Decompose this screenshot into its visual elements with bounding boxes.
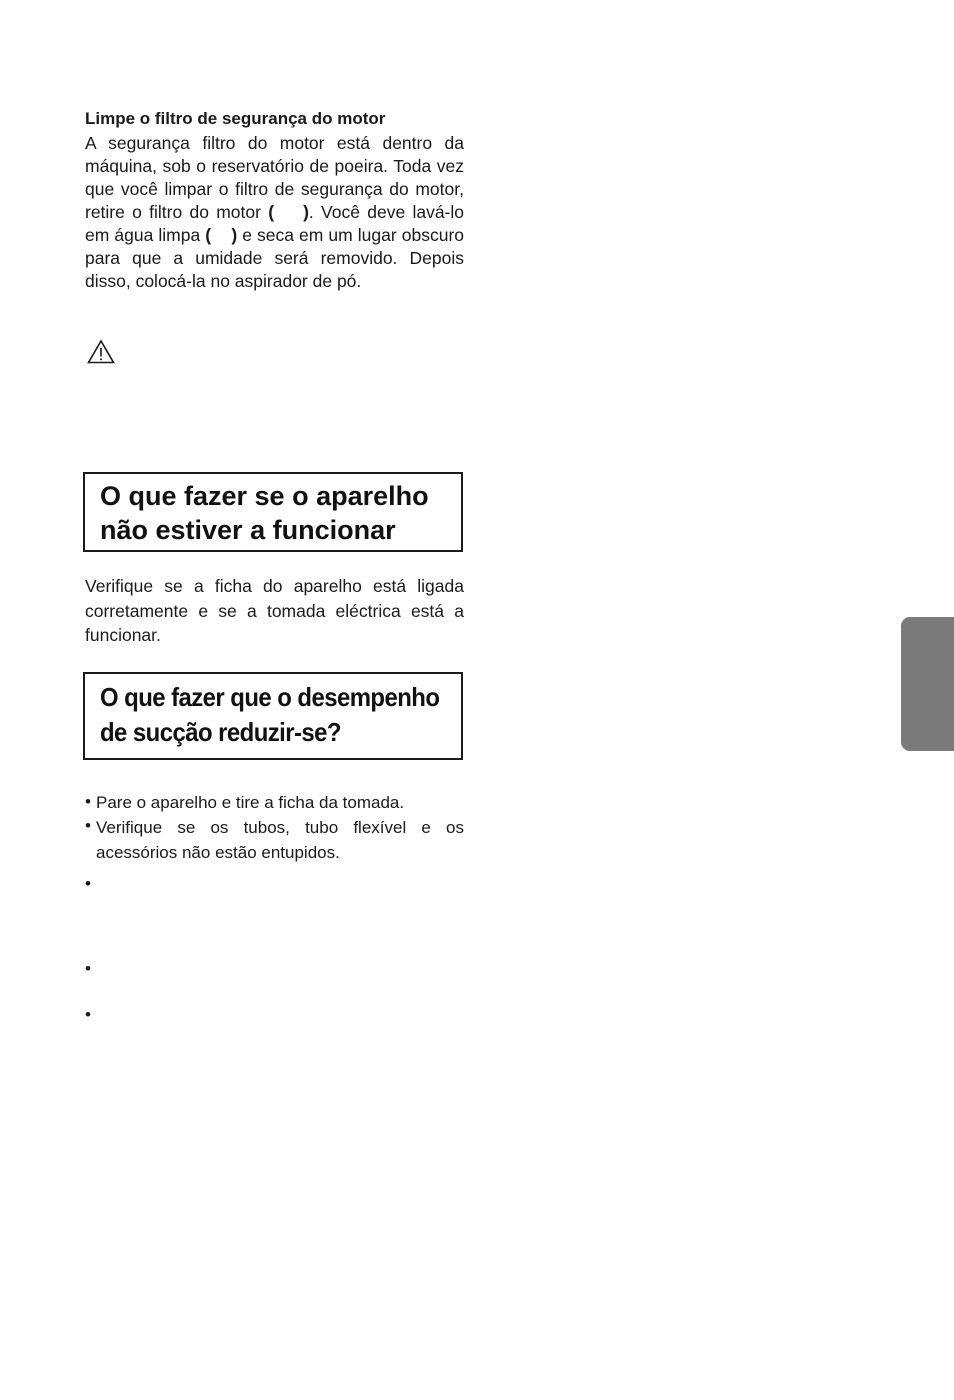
figure-ref-blank-1: ( ) (268, 202, 309, 222)
bullet-text: Pare o aparelho e tire a ficha da tomada. (96, 793, 405, 812)
warning-triangle-icon (87, 339, 115, 365)
heading-suction-line-1: O que fazer que o desempenho (100, 682, 440, 712)
section-title-motor-filter: Limpe o filtro de segurança do motor (85, 109, 386, 128)
bullet-icon: • (85, 816, 91, 835)
heading-not-working (100, 479, 429, 547)
heading-suction-line-2: de sucção reduzir-se? (100, 717, 341, 747)
motor-filter-text-1: A segurança filtro do motor está dentro da máquina, sob o reservatório de poeira. Toda vez que você limpar o filtro de segurança do motor, retire o filtro do motor (85, 133, 464, 222)
motor-filter-text-3: e seca em um lugar obscuro para que a umidade será removido. Depois disso, colocá-la no aspirador de pó. (85, 225, 465, 291)
bullet-icon: • (85, 959, 91, 978)
language-side-tab (901, 617, 954, 751)
motor-filter-text-2: . Você deve lavá-lo em água limpa (85, 202, 465, 245)
heading-not-working-line-2: não estiver a funcionar (100, 515, 396, 545)
motor-filter-paragraph (85, 132, 464, 293)
heading-not-working-line-1: O que fazer se o aparelho (100, 481, 429, 511)
bullet-icon: • (85, 874, 91, 893)
figure-ref-blank-2: ( ) (205, 225, 238, 245)
bullet-icon: • (85, 1005, 91, 1024)
heading-box-not-working (83, 472, 463, 552)
bullet-text: Verifique se os tubos, tubo flexível e os acessórios não estão entupidos. (96, 818, 464, 862)
not-working-paragraph: Verifique se a ficha do aparelho está ligada corretamente e se a tomada eléctrica está a funcionar. (85, 576, 464, 645)
heading-suction (100, 680, 439, 750)
heading-box-suction (83, 672, 463, 760)
bullet-icon: • (85, 792, 91, 811)
